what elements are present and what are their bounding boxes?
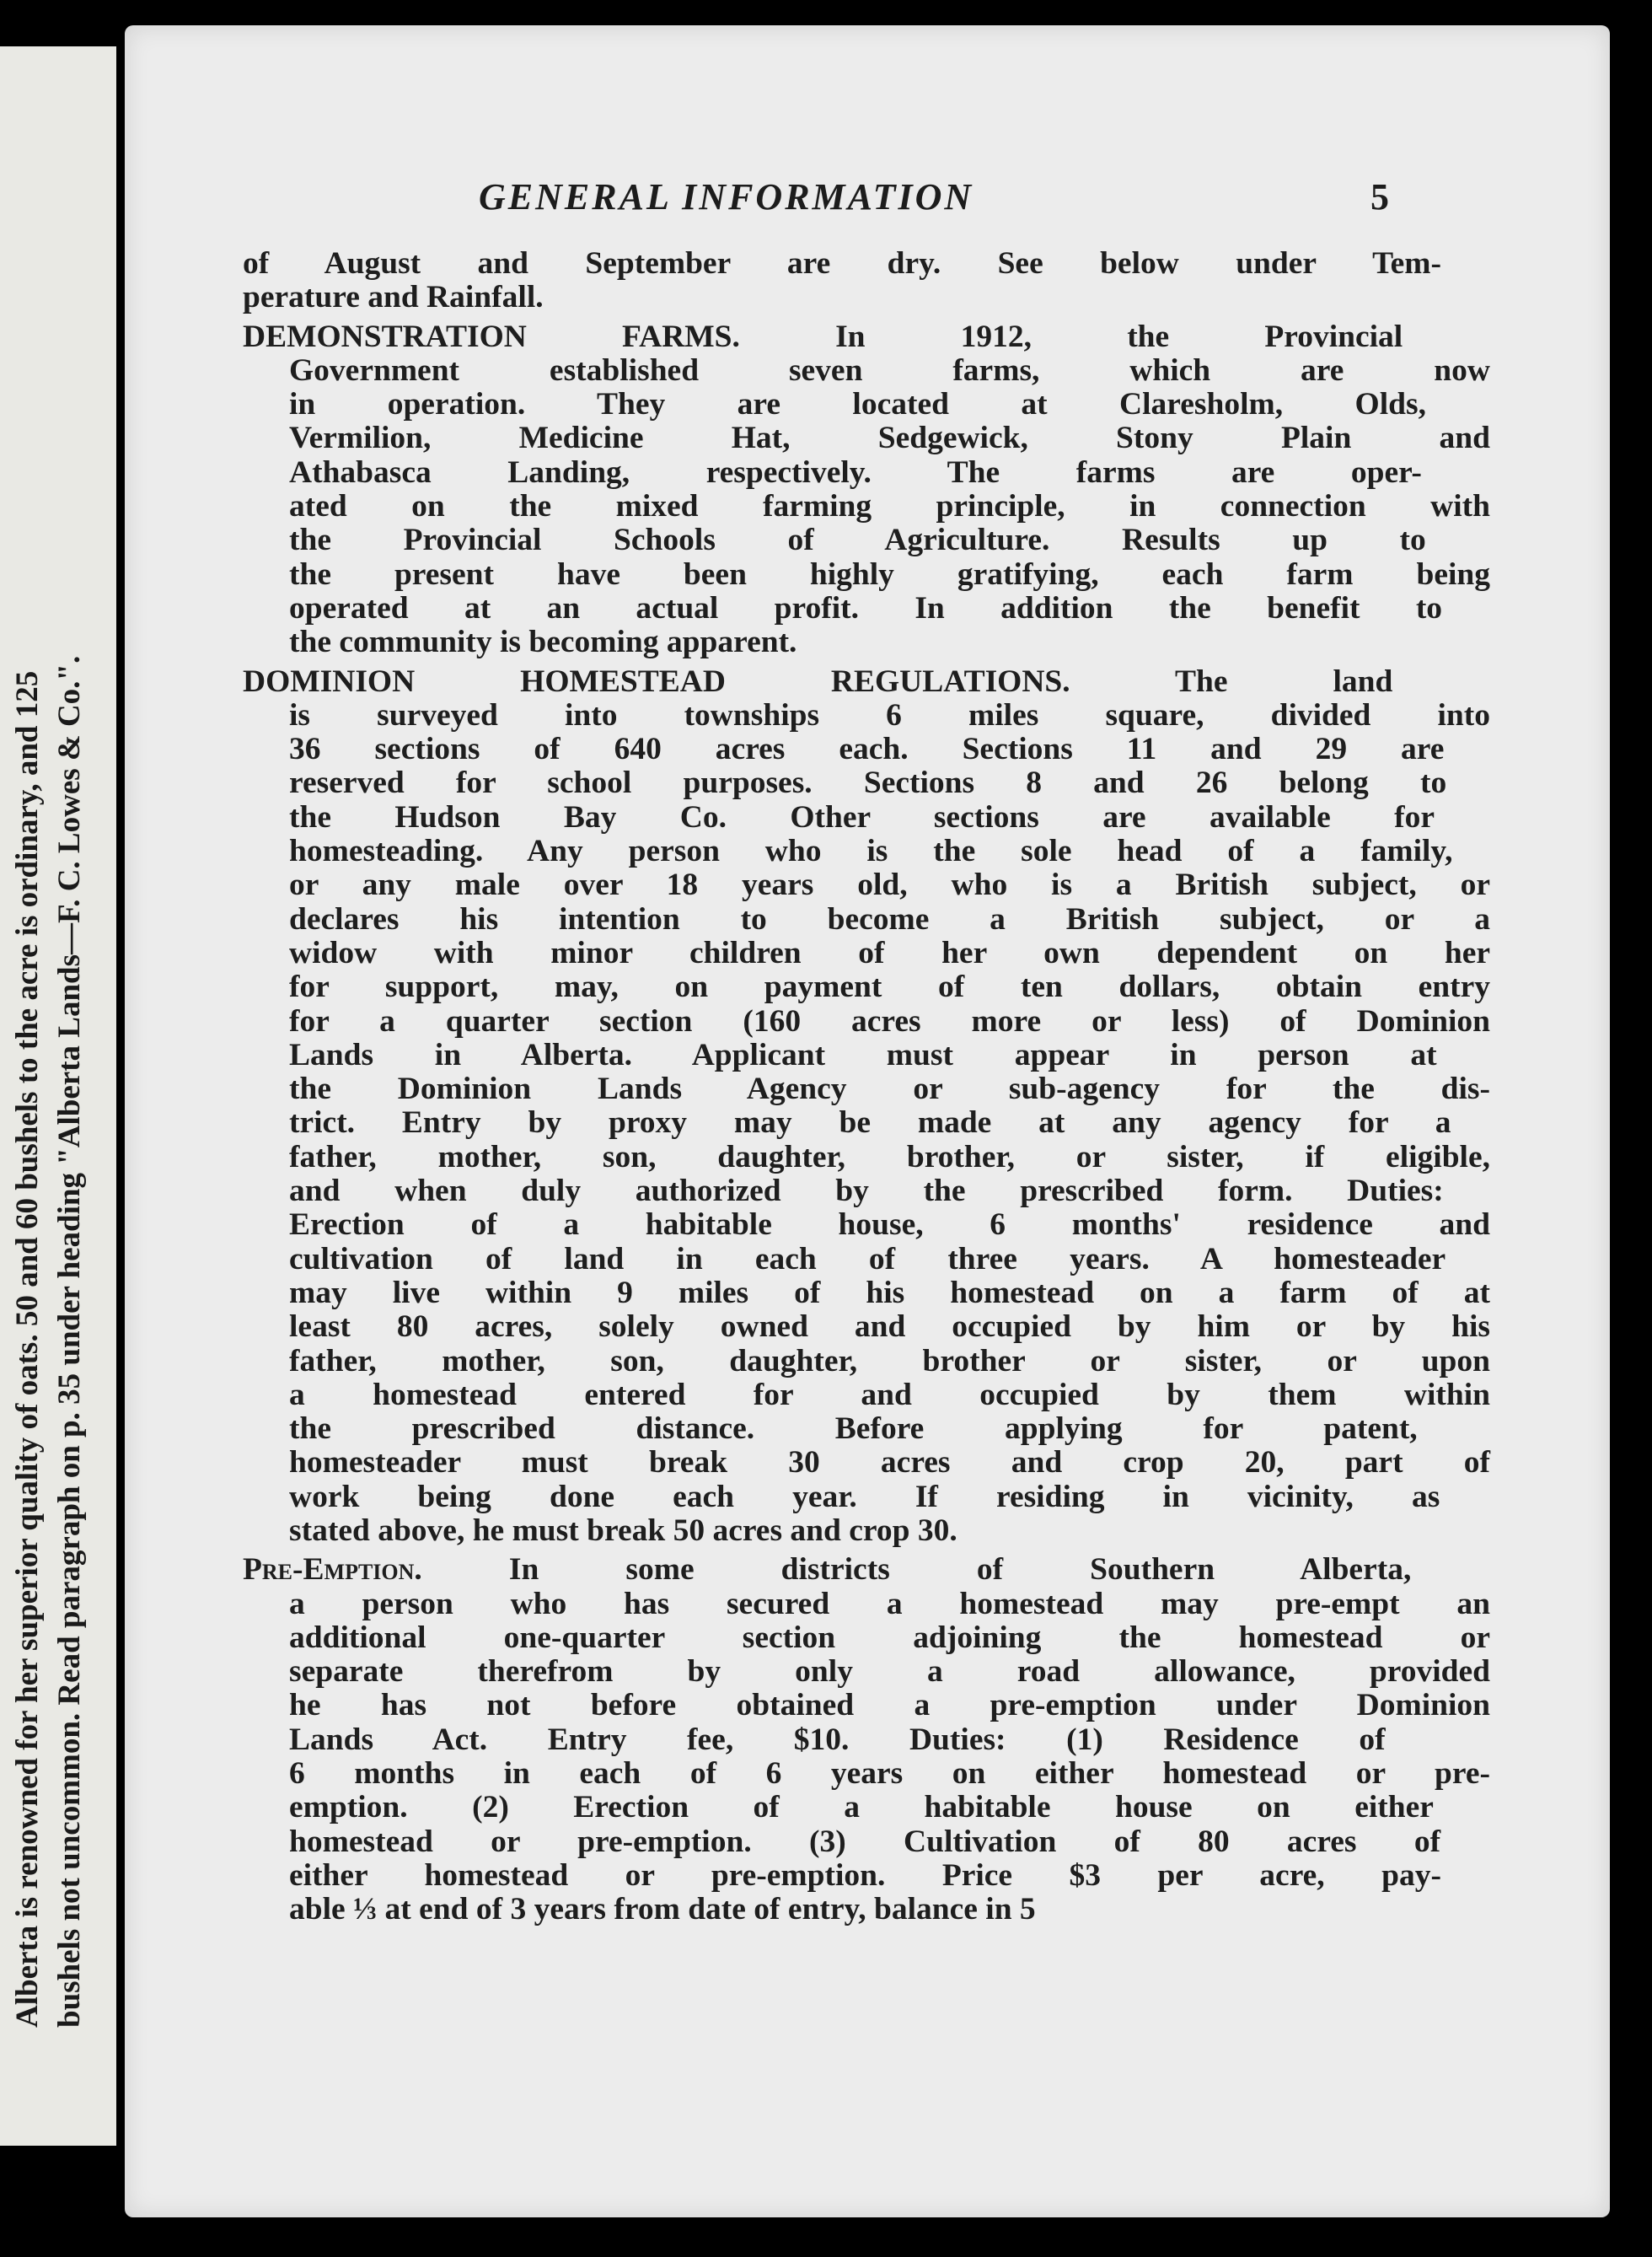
line-text: reserved for school purposes. Sections 8 and 26 belong to [289, 766, 1447, 801]
text-line [243, 1005, 1490, 1039]
line-text: Lands Act. Entry fee, $10. Duties: (1) Residence of [289, 1722, 1386, 1757]
line-text: Vermilion, Medicine Hat, Sedgewick, Stony Plain and [289, 421, 1490, 456]
text-line [243, 1208, 1490, 1242]
line-text: 36 sections of 640 acres each. Sections 11 and 29 are [289, 732, 1445, 767]
text-line [243, 247, 1490, 281]
section-heading: Pre-Emption. [243, 1552, 422, 1588]
text-line [243, 970, 1490, 1004]
line-text: Athabasca Landing, respectively. The farms are oper- [289, 454, 1422, 490]
line-text: either homestead or pre-emption. Price $3 per acre, pay- [289, 1857, 1441, 1893]
line-text: separate therefrom by only a road allowance, provided [289, 1654, 1490, 1690]
text-line [243, 1588, 1490, 1621]
text-line [243, 665, 1490, 699]
text-line [243, 1893, 1490, 1927]
text-line [243, 1723, 1490, 1757]
running-header [125, 175, 1610, 234]
text-line [243, 1514, 1490, 1548]
previous-page-line: Alberta is renowned for her superior quality of oats. 50 and 60 bushels to the acre is ordinary, and 125 [10, 670, 45, 2028]
line-text: trict. Entry by proxy may be made at any agency for a [289, 1105, 1451, 1141]
previous-page-line: bushels not uncommon. Read paragraph on p. 35 under heading "Alberta Lands—F. C. Lowes & Co.". [52, 655, 87, 2028]
text-line [243, 490, 1490, 524]
text-line [243, 868, 1490, 902]
text-line [243, 801, 1490, 835]
text-line [243, 1791, 1490, 1824]
line-text: a homestead entered for and occupied by them within [289, 1377, 1490, 1412]
line-text: and when duly authorized by the prescribed form. Duties: [289, 1174, 1444, 1209]
line-text: stated above, he must break 50 acres and crop 30. [289, 1513, 957, 1548]
text-line [243, 524, 1490, 557]
line-text: In 1912, the Provincial [835, 319, 1403, 354]
paragraph [243, 320, 1490, 660]
text-line [243, 1412, 1490, 1446]
paragraph [243, 247, 1490, 315]
line-text: may live within 9 miles of his homestead on a farm of at [289, 1275, 1490, 1310]
text-line [243, 354, 1490, 388]
line-text: ated on the mixed farming principle, in connection with [289, 489, 1490, 524]
line-text: father, mother, son, daughter, brother or sister, or upon [289, 1343, 1490, 1378]
text-line [243, 1106, 1490, 1140]
text-line [243, 558, 1490, 592]
line-text: least 80 acres, solely owned and occupied by him or by his [289, 1309, 1490, 1345]
line-text: a person who has secured a homestead may pre-empt an [289, 1586, 1490, 1621]
line-text: operated at an actual profit. In addition the benefit to [289, 590, 1443, 626]
line-text: emption. (2) Erection of a habitable house on either [289, 1790, 1434, 1825]
text-line [243, 1174, 1490, 1208]
text-line [243, 1825, 1490, 1859]
line-text: or any male over 18 years old, who is a British subject, or [289, 868, 1490, 903]
page-number: 5 [1370, 176, 1389, 218]
text-line [243, 1553, 1490, 1587]
section-heading: DEMONSTRATION FARMS. [243, 319, 740, 354]
text-line [243, 281, 1490, 314]
line-text: father, mother, son, daughter, brother, or sister, if eligible, [289, 1139, 1490, 1174]
text-line [243, 1072, 1490, 1106]
paragraph [243, 665, 1490, 1549]
line-text: widow with minor children of her own dependent on her [289, 935, 1490, 970]
line-text: for support, may, on payment of ten dollars, obtain entry [289, 970, 1490, 1005]
text-line [243, 320, 1490, 354]
text-line [243, 1378, 1490, 1412]
text-line [243, 456, 1490, 490]
text-line [243, 592, 1490, 626]
book-page [125, 25, 1610, 2217]
line-text: work being done each year. If residing in vicinity, as [289, 1479, 1440, 1514]
line-text: In some districts of Southern Alberta, [508, 1552, 1412, 1588]
text-line [243, 937, 1490, 970]
text-line [243, 903, 1490, 937]
line-text: Lands in Alberta. Applicant must appear in person at [289, 1037, 1437, 1072]
text-line [243, 1446, 1490, 1480]
paragraph [243, 1553, 1490, 1927]
line-text: able ⅓ at end of 3 years from date of entry, balance in 5 [289, 1892, 1036, 1927]
line-text: the community is becoming apparent. [289, 625, 797, 660]
text-line [243, 626, 1490, 659]
line-text: perature and Rainfall. [243, 280, 544, 315]
text-line [243, 699, 1490, 733]
line-text: is surveyed into townships 6 miles square, divided into [289, 697, 1490, 733]
line-text: The land [1174, 664, 1393, 699]
text-line [243, 388, 1490, 422]
text-line [243, 1141, 1490, 1174]
line-text: the prescribed distance. Before applying for patent, [289, 1411, 1418, 1447]
text-line [243, 1243, 1490, 1276]
text-line [243, 422, 1490, 455]
text-line [243, 835, 1490, 868]
text-line [243, 1859, 1490, 1893]
text-line [243, 1276, 1490, 1310]
line-text: declares his intention to become a British subject, or a [289, 901, 1490, 937]
text-line [243, 733, 1490, 766]
page-body [243, 247, 1490, 1932]
previous-page-text [7, 46, 91, 2028]
line-text: in operation. They are located at Claresholm, Olds, [289, 387, 1426, 422]
text-line [243, 1655, 1490, 1689]
line-text: Erection of a habitable house, 6 months' residence and [289, 1207, 1490, 1243]
text-line [243, 1345, 1490, 1378]
line-text: the Hudson Bay Co. Other sections are available for [289, 799, 1435, 835]
text-line [243, 1480, 1490, 1514]
line-text: the present have been highly gratifying, each farm being [289, 556, 1490, 592]
line-text: additional one-quarter section adjoining the homestead or [289, 1620, 1490, 1655]
line-text: Government established seven farms, which are now [289, 352, 1490, 388]
previous-page-edge [0, 46, 116, 2146]
line-text: he has not before obtained a pre-emption under Dominion [289, 1688, 1490, 1723]
line-text: homesteader must break 30 acres and crop 20, part of [289, 1445, 1490, 1480]
text-line [243, 1757, 1490, 1791]
line-text: cultivation of land in each of three years. A homesteader [289, 1241, 1446, 1276]
line-text: homestead or pre-emption. (3) Cultivation of 80 acres of [289, 1824, 1441, 1859]
section-heading: DOMINION HOMESTEAD REGULATIONS. [243, 664, 1070, 699]
text-line [243, 1310, 1490, 1344]
line-text: homesteading. Any person who is the sole head of a family, [289, 834, 1453, 869]
line-text: for a quarter section (160 acres more or less) of Dominion [289, 1003, 1490, 1039]
line-text: the Dominion Lands Agency or sub-agency for the dis- [289, 1072, 1490, 1107]
line-text: of August and September are dry. See below under Tem- [243, 246, 1442, 281]
header-title: GENERAL INFORMATION [479, 176, 974, 218]
text-line [243, 766, 1490, 800]
line-text: the Provincial Schools of Agriculture. Results up to [289, 523, 1426, 558]
text-line [243, 1039, 1490, 1072]
text-line [243, 1689, 1490, 1722]
text-line [243, 1621, 1490, 1655]
line-text: 6 months in each of 6 years on either homestead or pre- [289, 1756, 1490, 1792]
